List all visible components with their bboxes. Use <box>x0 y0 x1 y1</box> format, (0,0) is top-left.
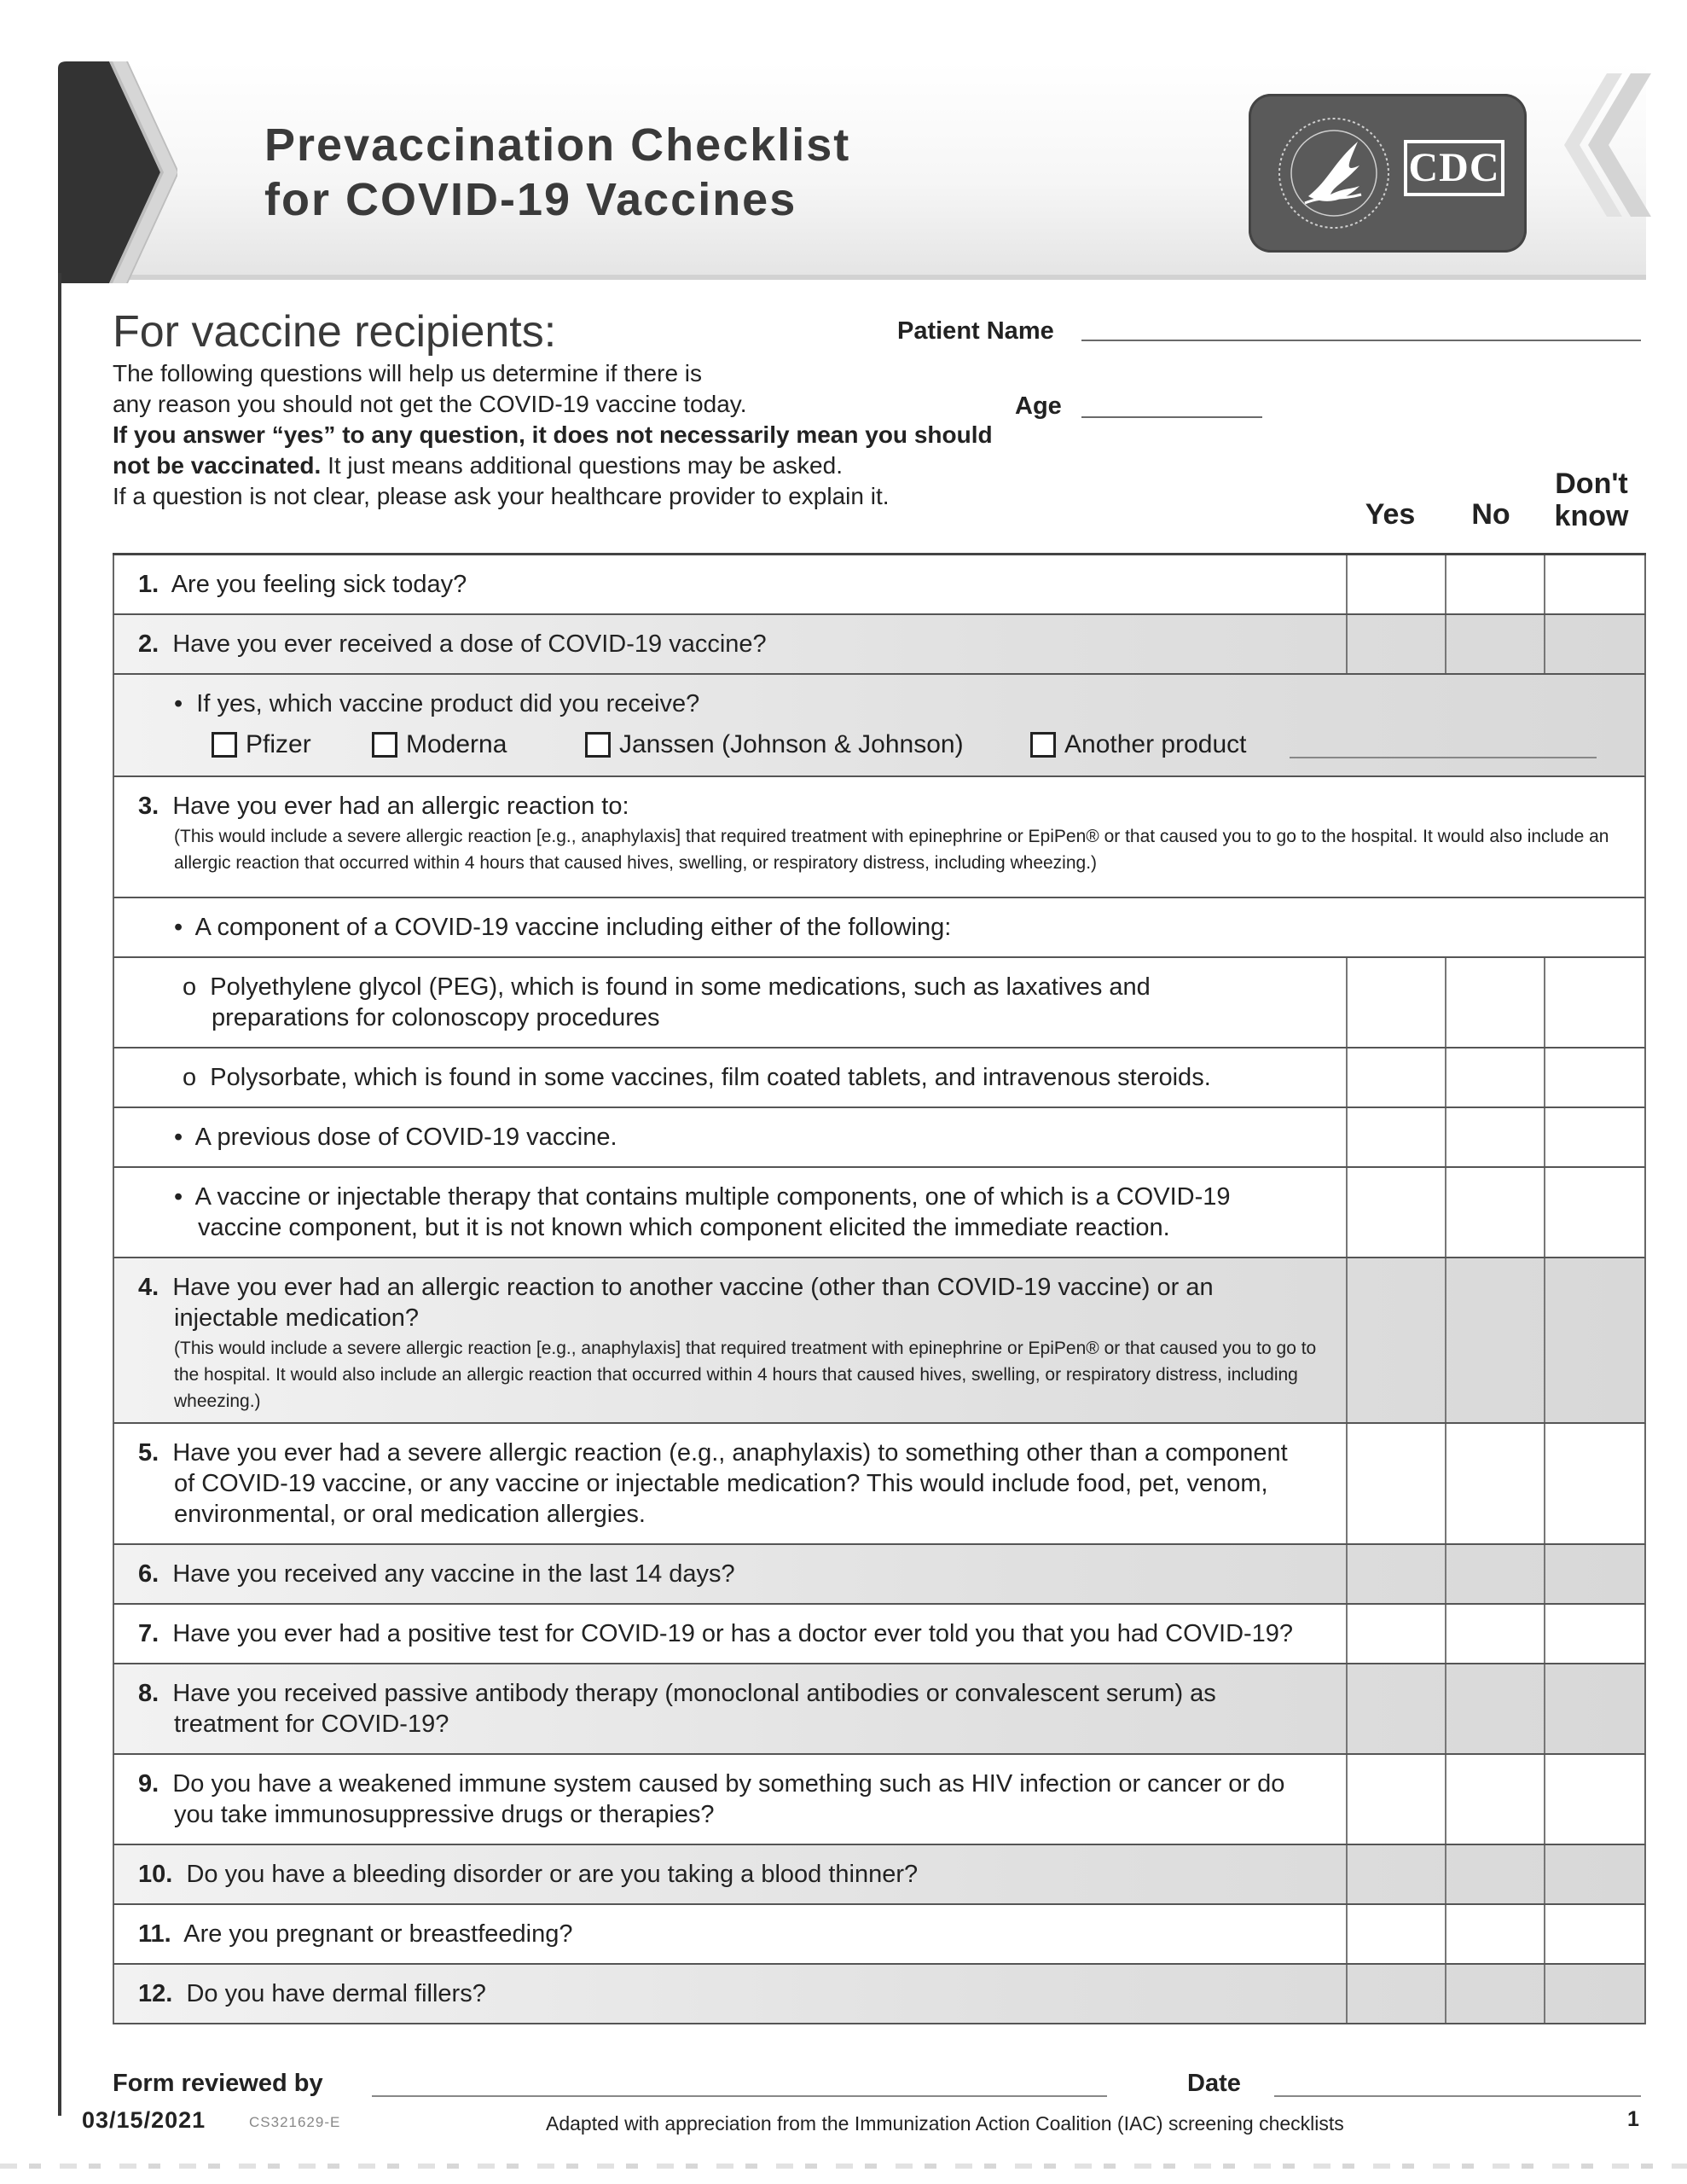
question-label: Have you received any vaccine in the last 14 days? <box>172 1560 735 1588</box>
answer-dont-know-cell[interactable] <box>1544 1168 1642 1257</box>
question-label-line1: A vaccine or injectable therapy that contains multiple components, one of which is a COVID-19 <box>194 1183 1231 1211</box>
answer-dont-know-cell[interactable] <box>1544 1258 1642 1422</box>
answer-yes-cell[interactable] <box>1346 1845 1444 1903</box>
intro-line-last: If a question is not clear, please ask your healthcare provider to explain it. <box>113 483 890 509</box>
title-line-2: for COVID-19 Vaccines <box>264 174 797 225</box>
question-number: 7. <box>138 1620 159 1647</box>
answer-cells <box>1346 1048 1644 1107</box>
checklist-table <box>113 553 1646 2024</box>
question-label-line2: injectable medication? <box>174 1304 419 1332</box>
answer-no-cell[interactable] <box>1445 1048 1543 1107</box>
question-label-line3: environmental, or oral medication allergies. <box>174 1501 646 1528</box>
answer-yes-cell[interactable] <box>1346 1545 1444 1603</box>
question-number: 8. <box>138 1680 159 1707</box>
answer-cells <box>1346 1845 1644 1903</box>
question-label-line2: you take immunosuppressive drugs or therapies? <box>174 1801 715 1828</box>
question-label-line2: of COVID-19 vaccine, or any vaccine or injectable medication? This would include food, pet, venom, <box>174 1470 1268 1497</box>
answer-cells <box>1346 958 1644 1047</box>
answer-no-cell[interactable] <box>1445 615 1543 673</box>
page-title <box>264 118 850 227</box>
option-label: Another product <box>1064 730 1247 758</box>
question-number: 1. <box>138 571 159 598</box>
intro-line-1: The following questions will help us determine if there is <box>113 360 703 386</box>
answer-cells <box>1346 1905 1644 1963</box>
answer-dont-know-cell[interactable] <box>1544 1755 1642 1844</box>
answer-no-cell[interactable] <box>1445 1545 1543 1603</box>
table-row-q12 <box>113 1965 1646 2024</box>
question-label: Polysorbate, which is found in some vaccines, film coated tablets, and intravenous steroids. <box>210 1064 1211 1091</box>
question-label: A previous dose of COVID-19 vaccine. <box>194 1124 617 1151</box>
age-field[interactable] <box>1081 416 1262 418</box>
table-row-q9 <box>113 1755 1646 1845</box>
answer-yes-cell[interactable] <box>1346 1905 1444 1963</box>
intro-heading: For vaccine recipients: <box>113 307 557 357</box>
table-row-q1 <box>113 555 1646 615</box>
answer-no-cell[interactable] <box>1445 1755 1543 1844</box>
question-label-line1: Have you received passive antibody therapy (monoclonal antibodies or convalescent serum) as <box>172 1680 1216 1707</box>
column-yes: Yes <box>1365 498 1416 531</box>
option-label: Janssen (Johnson & Johnson) <box>619 730 964 758</box>
intro-line-2: any reason you should not get the COVID-19 vaccine today. <box>113 391 747 417</box>
question-label: If yes, which vaccine product did you receive? <box>196 690 700 717</box>
question-label: A component of a COVID-19 vaccine including either of the following: <box>194 914 952 941</box>
answer-no-cell[interactable] <box>1445 1424 1543 1543</box>
form-reviewed-label: Form reviewed by <box>113 2070 323 2097</box>
answer-yes-cell[interactable] <box>1346 1168 1444 1257</box>
table-row-q3a <box>113 898 1646 958</box>
answer-cells <box>1346 1168 1644 1257</box>
question-label: Have you ever had a positive test for COVID-19 or has a doctor ever told you that you had COVID-19? <box>172 1620 1294 1647</box>
cdc-logo-text: CDC <box>1404 140 1504 196</box>
answer-cells <box>1346 1965 1644 2023</box>
table-row-q3 <box>113 777 1646 898</box>
table-row-q4 <box>113 1258 1646 1424</box>
table-row-q7 <box>113 1605 1646 1664</box>
checkbox-another-product[interactable] <box>1030 732 1056 758</box>
document-code: CS321629-E <box>249 2114 341 2130</box>
answer-no-cell[interactable] <box>1445 555 1543 613</box>
question-label-line1: Polyethylene glycol (PEG), which is found in some medications, such as laxatives and <box>210 973 1151 1001</box>
question-text: • A vaccine or injectable therapy that contains multiple components, one of which is a COVID-19 vaccine component, but it is not known which component elicited the immediate reaction. <box>114 1168 1644 1243</box>
column-dont-know <box>1542 468 1641 532</box>
intro-text <box>113 358 1017 512</box>
patient-name-field[interactable] <box>1081 340 1641 341</box>
question-text: • A component of a COVID-19 vaccine including either of the following: <box>174 914 952 941</box>
question-number: 11. <box>138 1920 171 1948</box>
question-text <box>114 1258 1342 1414</box>
answer-no-cell[interactable] <box>1445 1258 1543 1422</box>
question-note: (This would include a severe allergic reaction [e.g., anaphylaxis] that required treatment with epinephrine or EpiPen® or that caused you to go to the hospital. It would also include an allergic reaction that occurred within 4 hours that caused hives, swelling, or respiratory distress, including wheezing.) <box>174 1339 1317 1411</box>
answer-dont-know-cell[interactable] <box>1544 1108 1642 1166</box>
question-number: 4. <box>138 1274 159 1301</box>
table-row-q6 <box>113 1545 1646 1605</box>
table-row-q11 <box>113 1905 1646 1965</box>
table-row-q3a2 <box>113 1048 1646 1108</box>
answer-no-cell[interactable] <box>1445 1605 1543 1663</box>
question-label: Are you feeling sick today? <box>171 571 467 598</box>
page-left-rule <box>58 273 61 2116</box>
table-row-q8 <box>113 1664 1646 1755</box>
checkbox-janssen[interactable] <box>585 732 611 758</box>
question-number: 10. <box>138 1861 173 1888</box>
question-label: Are you pregnant or breastfeeding? <box>183 1920 573 1948</box>
answer-cells <box>1346 1545 1644 1603</box>
answer-no-cell[interactable] <box>1445 1168 1543 1257</box>
table-row-q3c <box>113 1168 1646 1258</box>
answer-no-cell[interactable] <box>1445 1845 1543 1903</box>
question-text: o Polysorbate, which is found in some vaccines, film coated tablets, and intravenous steroids. <box>183 1064 1211 1091</box>
revision-date: 03/15/2021 <box>82 2107 206 2133</box>
answer-yes-cell[interactable] <box>1346 1965 1444 2023</box>
question-note: (This would include a severe allergic reaction [e.g., anaphylaxis] that required treatment with epinephrine or EpiPen® or that caused you to go to the hospital. It would also include an allergic reaction that occurred within 4 hours that caused hives, swelling, or respiratory distress, including wheezing.) <box>174 827 1609 873</box>
answer-yes-cell[interactable] <box>1346 615 1444 673</box>
answer-yes-cell[interactable] <box>1346 1755 1444 1844</box>
page-number: 1 <box>1627 2107 1639 2131</box>
question-label-line1: Have you ever had an allergic reaction to another vaccine (other than COVID-19 vaccine) or an <box>172 1274 1214 1301</box>
question-number: 9. <box>138 1770 159 1798</box>
answer-yes-cell[interactable] <box>1346 1605 1444 1663</box>
option-pfizer[interactable] <box>212 728 311 762</box>
chevron-left-icon <box>1545 68 1651 222</box>
answer-yes-cell[interactable] <box>1346 1048 1444 1107</box>
checkbox-pfizer[interactable] <box>212 732 237 758</box>
intro-warning <box>113 420 1000 481</box>
answer-dont-know-cell[interactable] <box>1544 555 1642 613</box>
answer-yes-cell[interactable] <box>1346 1258 1444 1422</box>
answer-dont-know-cell[interactable] <box>1544 1905 1642 1963</box>
answer-dont-know-cell[interactable] <box>1544 1424 1642 1543</box>
option-label: Moderna <box>406 730 507 758</box>
answer-cells <box>1346 1755 1644 1844</box>
question-number: 3. <box>138 793 159 820</box>
answer-no-cell[interactable] <box>1445 1664 1543 1753</box>
date-field[interactable] <box>1274 2095 1641 2097</box>
answer-dont-know-cell[interactable] <box>1544 1545 1642 1603</box>
form-reviewed-field[interactable] <box>372 2095 1107 2097</box>
answer-dont-know-cell[interactable] <box>1544 615 1642 673</box>
question-text <box>114 777 1644 876</box>
answer-no-cell[interactable] <box>1445 1965 1543 2023</box>
question-number: 2. <box>138 630 159 658</box>
question-label-line2: preparations for colonoscopy procedures <box>212 1004 660 1031</box>
question-label-line1: Have you ever had a severe allergic reaction (e.g., anaphylaxis) to something other than a component <box>172 1439 1288 1467</box>
answer-cells <box>1346 615 1644 673</box>
cdc-logo <box>1249 94 1527 253</box>
intro-bold-text: If you answer “yes” to any question, it does not necessarily mean you should not be vaccinated. <box>113 421 993 479</box>
answer-no-cell[interactable] <box>1445 958 1543 1047</box>
answer-yes-cell[interactable] <box>1346 958 1444 1047</box>
answer-dont-know-cell[interactable] <box>1544 958 1642 1047</box>
column-no: No <box>1471 498 1510 531</box>
answer-dont-know-cell[interactable] <box>1544 1845 1642 1903</box>
answer-cells <box>1346 1258 1644 1422</box>
answer-cells <box>1346 1424 1644 1543</box>
question-label: Do you have a bleeding disorder or are you taking a blood thinner? <box>186 1861 919 1888</box>
option-label: Pfizer <box>246 730 311 758</box>
table-row-q10 <box>113 1845 1646 1905</box>
answer-yes-cell[interactable] <box>1346 1108 1444 1166</box>
question-text: • If yes, which vaccine product did you receive? <box>174 690 700 717</box>
answer-no-cell[interactable] <box>1445 1108 1543 1166</box>
age-label: Age <box>1015 392 1062 420</box>
checkbox-moderna[interactable] <box>372 732 397 758</box>
question-number: 5. <box>138 1439 159 1467</box>
another-product-field[interactable] <box>1290 757 1597 758</box>
table-row-q2 <box>113 615 1646 675</box>
title-line-1: Prevaccination Checklist <box>264 119 851 171</box>
answer-dont-know-cell[interactable] <box>1544 1048 1642 1107</box>
date-label: Date <box>1187 2070 1241 2097</box>
answer-cells <box>1346 555 1644 613</box>
question-text: o Polyethylene glycol (PEG), which is found in some medications, such as laxatives and preparations for colonoscopy procedures <box>114 958 1644 1033</box>
header-divider <box>60 275 1646 280</box>
answer-cells <box>1346 1664 1644 1753</box>
answer-dont-know-cell[interactable] <box>1544 1664 1642 1753</box>
option-moderna[interactable] <box>372 728 507 762</box>
scan-edge <box>0 2164 1687 2169</box>
question-label-line2: vaccine component, but it is not known which component elicited the immediate reaction. <box>198 1214 1170 1241</box>
table-row-q3a1 <box>113 958 1646 1048</box>
table-row-q2a <box>113 675 1646 777</box>
question-label-line2: treatment for COVID-19? <box>174 1711 449 1738</box>
answer-cells <box>1346 1108 1644 1166</box>
option-another-product[interactable] <box>1030 728 1246 762</box>
answer-dont-know-cell[interactable] <box>1544 1605 1642 1663</box>
question-label-line1: Do you have a weakened immune system caused by something such as HIV infection or cancer or do <box>172 1770 1285 1798</box>
answer-dont-know-cell[interactable] <box>1544 1965 1642 2023</box>
question-number: 6. <box>138 1560 159 1588</box>
option-janssen[interactable] <box>585 728 964 762</box>
question-number: 12. <box>138 1980 173 2007</box>
chevron-right-icon <box>58 61 177 283</box>
credit-line: Adapted with appreciation from the Immunization Action Coalition (IAC) screening checklists <box>546 2112 1344 2135</box>
header-band <box>0 0 1687 290</box>
question-text: • A previous dose of COVID-19 vaccine. <box>174 1124 617 1151</box>
question-label: Do you have dermal fillers? <box>186 1980 486 2007</box>
question-label: Have you ever received a dose of COVID-19 vaccine? <box>172 630 767 658</box>
column-dont-know-line2: know <box>1554 500 1629 532</box>
table-row-q5 <box>113 1424 1646 1545</box>
question-label: Have you ever had an allergic reaction to: <box>172 793 629 820</box>
answer-yes-cell[interactable] <box>1346 1424 1444 1543</box>
patient-name-label: Patient Name <box>897 317 1054 345</box>
column-dont-know-line1: Don't <box>1555 468 1628 500</box>
intro-after-bold: It just means additional questions may be asked. <box>321 452 843 479</box>
table-row-q3b <box>113 1108 1646 1168</box>
answer-yes-cell[interactable] <box>1346 555 1444 613</box>
answer-no-cell[interactable] <box>1445 1905 1543 1963</box>
answer-yes-cell[interactable] <box>1346 1664 1444 1753</box>
answer-cells <box>1346 1605 1644 1663</box>
